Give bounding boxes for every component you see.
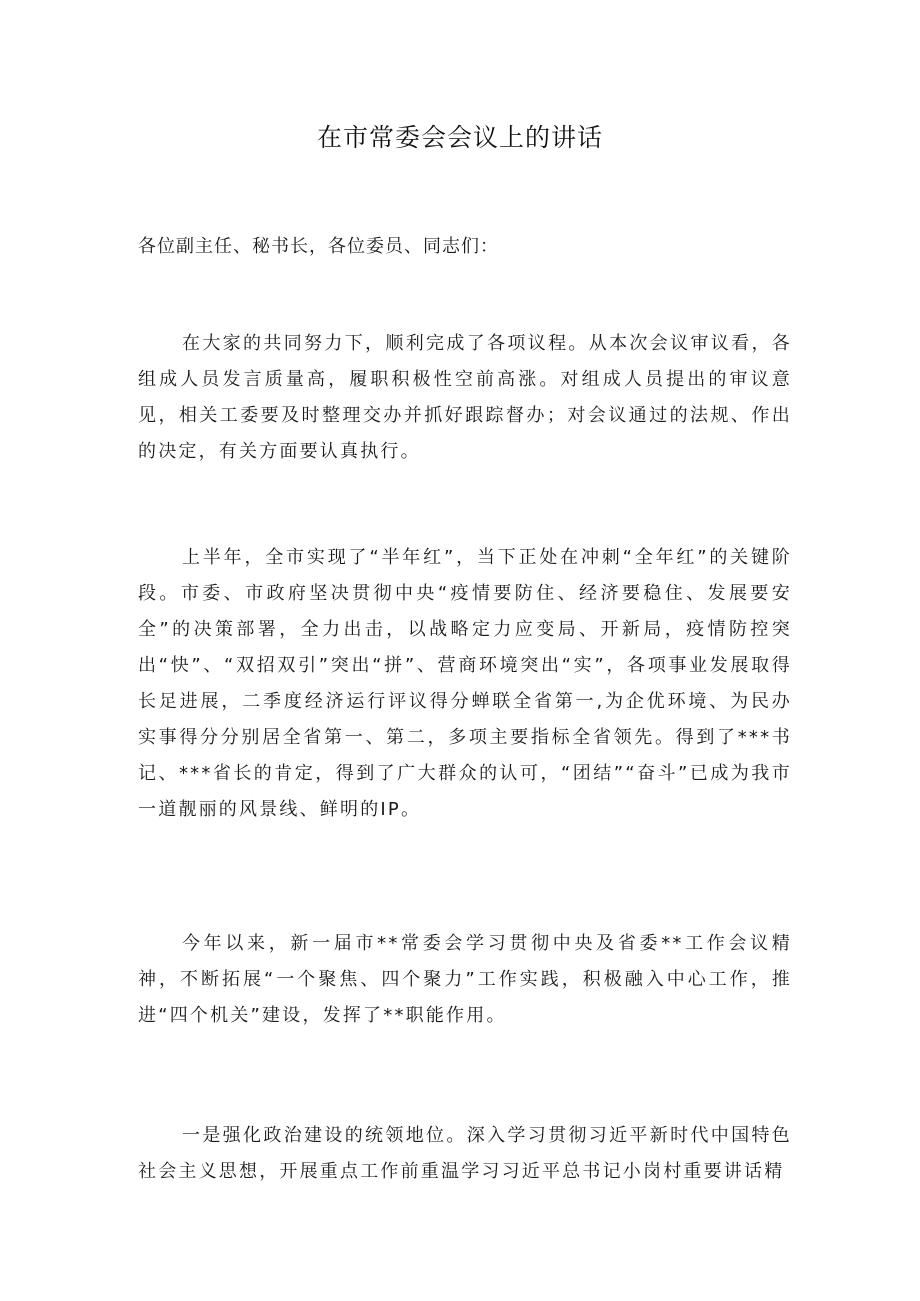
paragraph-half-year-achievements: 上半年，全市实现了“半年红”，当下正处在冲刺“全年红”的关键阶段。市委、市政府坚决贯彻中央“疫情要防住、经济要稳住、发展要安全”的决策部署，全力出击，以战略定力应变局、开新局，疫情防控突出“快”、“双招双引”突出“拼”、营商环境突出“实”，各项事业发展取得长足进展，二季度经济运行评议得分蝉联全省第一,为企优环境、为民办实事得分分别居全省第一、第二，多项主要指标全省领先。得到了***书记、***省长的肯定，得到了广大群众的认可，“团结”“奋斗”已成为我市一道靓丽的风景线、鲜明的IP。 — [138, 547, 792, 820]
paragraph-meeting-summary: 在大家的共同努力下，顺利完成了各项议程。从本次会议审议看，各组成人员发言质量高，履职积极性空前高涨。对组成人员提出的审议意见，相关工委要及时整理交办并抓好跟踪督办；对会议通过的法规、作出的决定，有关方面要认真执行。 — [138, 333, 792, 462]
paragraph-standing-committee-work: 今年以来，新一届市**常委会学习贯彻中央及省委**工作会议精神，不断拓展“一个聚焦、四个聚力”工作实践，积极融入中心工作，推进“四个机关”建设，发挥了**职能作用。 — [138, 933, 792, 1026]
paragraph-political-construction: 一是强化政治建设的统领地位。深入学习贯彻习近平新时代中国特色社会主义思想，开展重点工作前重温学习习近平总书记小岗村重要讲话精 — [138, 1125, 792, 1182]
salutation: 各位副主任、秘书长，各位委员、同志们： — [138, 236, 499, 257]
document-title: 在市常委会会议上的讲话 — [316, 123, 603, 152]
